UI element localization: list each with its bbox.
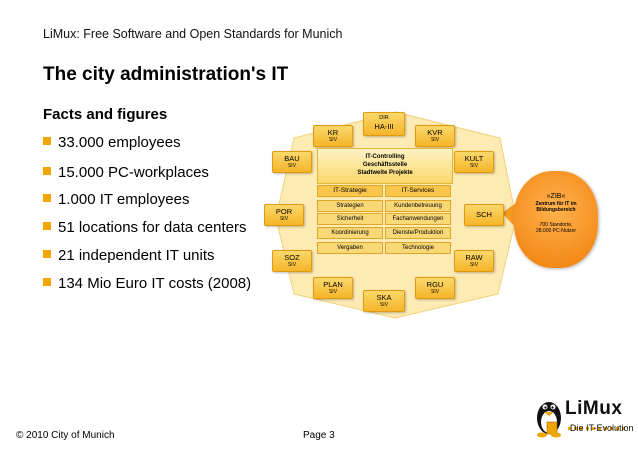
cell-vergaben: Vergaben <box>317 242 383 254</box>
tux-penguin-icon <box>533 394 565 438</box>
unit-box-sch: SCH <box>464 204 504 226</box>
cell-kundenbetreuung: Kundenbetreuung <box>385 200 451 212</box>
bullet-square-icon <box>43 137 51 145</box>
zib-bubble: »ZIB« Zentrum für IT im Bildungsbereich 700 Standorte, 28.000 PC-Nutzer <box>514 171 598 268</box>
section-subtitle: Facts and figures <box>43 106 168 123</box>
bullet-item: 21 independent IT units <box>43 247 215 264</box>
bullet-square-icon <box>43 167 51 175</box>
cell-technologie: Technologie <box>385 242 451 254</box>
bullet-item: 51 locations for data centers <box>43 219 246 236</box>
cell-it-strategie: IT-Strategie <box>317 185 383 197</box>
unit-box-rgu: RGU SIV <box>415 277 455 299</box>
footer-page-number: Page 3 <box>303 430 335 441</box>
unit-box-kr: KR SIV <box>313 125 353 147</box>
footer-copyright: © 2010 City of Munich <box>16 430 115 441</box>
unit-box-plan: PLAN SIV <box>313 277 353 299</box>
unit-box-por: POR SIV <box>264 204 304 226</box>
logo-tagline: Die IT-Evolution <box>570 423 634 433</box>
unit-box-dir: DIR HA-III <box>363 112 405 136</box>
cell-sicherheit: Sicherheit <box>317 213 383 225</box>
slide-header: LiMux: Free Software and Open Standards for Munich <box>43 27 343 41</box>
cell-fachanwendungen: Fachanwendungen <box>385 213 451 225</box>
unit-box-raw: RAW SIV <box>454 250 494 272</box>
cell-it-services: IT-Services <box>385 185 451 197</box>
bullet-item: 15.000 PC-workplaces <box>43 164 209 181</box>
unit-box-bau: BAU SIV <box>272 151 312 173</box>
bullet-item: 1.000 IT employees <box>43 191 189 208</box>
unit-box-kult: KULT SIV <box>454 151 494 173</box>
unit-box-kvr: KVR SIV <box>415 125 455 147</box>
cell-koordinierung: Koordinierung <box>317 227 383 239</box>
limux-logo: LiMux <box>565 398 623 419</box>
cell-dienste-produktion: Dienste/Produktion <box>385 227 451 239</box>
unit-box-ska: SKA SIV <box>363 290 405 312</box>
bullet-square-icon <box>43 194 51 202</box>
bullet-square-icon <box>43 278 51 286</box>
cell-strategien: Strategien <box>317 200 383 212</box>
unit-box-soz: SOZ SIV <box>272 250 312 272</box>
bullet-square-icon <box>43 250 51 258</box>
it-controlling-box: IT-Controlling Geschäftsstelle Stadtweite Projekte <box>317 148 453 184</box>
bullet-square-icon <box>43 222 51 230</box>
bullet-item: 134 Mio Euro IT costs (2008) <box>43 275 251 292</box>
bullet-item: 33.000 employees <box>43 134 181 151</box>
slide-title: The city administration's IT <box>43 64 289 85</box>
